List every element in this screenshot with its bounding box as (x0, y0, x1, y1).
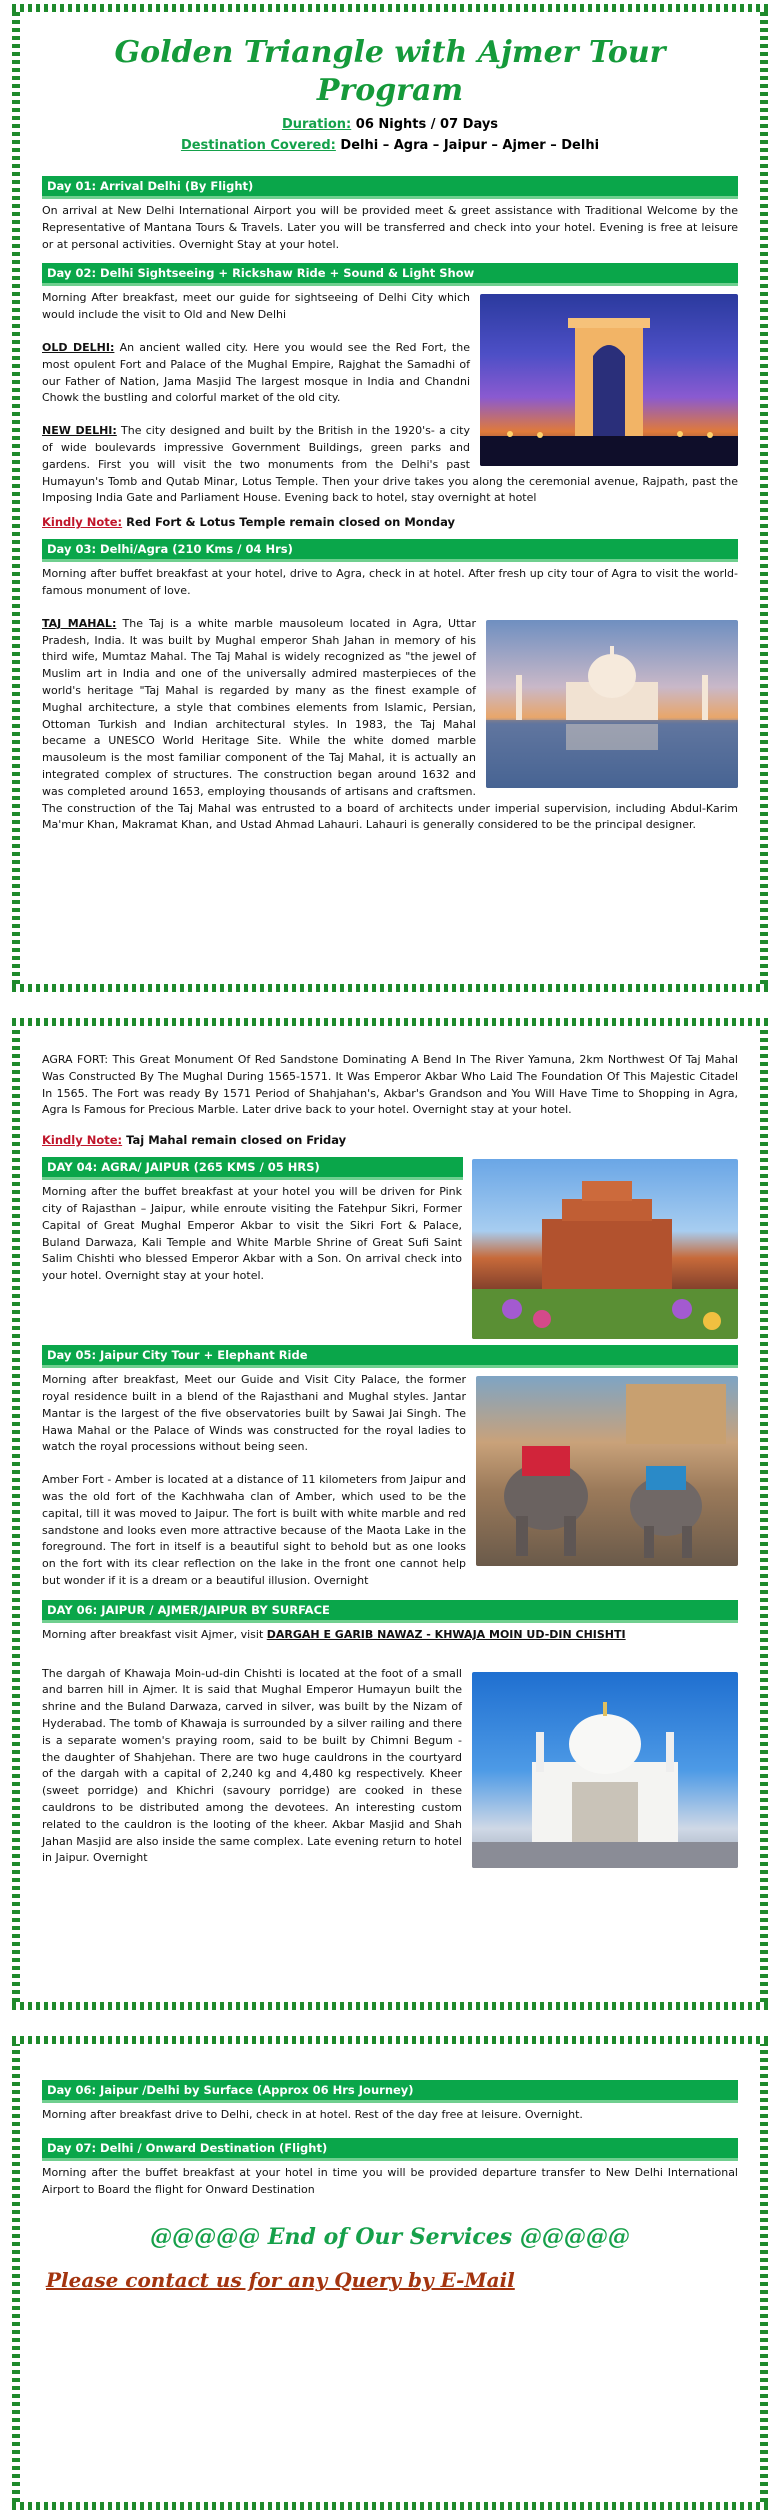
duration-line (42, 114, 738, 135)
taj-mahal-label: TAJ MAHAL: (42, 616, 117, 630)
duration-label: Duration: (281, 117, 352, 132)
fatehpur-sikri-photo (472, 1159, 738, 1339)
day-03-intro: Morning after buffet breakfast at your hotel, drive to Agra, check in at hotel. After fresh up city tour of Agra to visit the world-famous monument of love. (42, 567, 738, 597)
page-3-content (42, 2070, 738, 2292)
page-2 (12, 1018, 768, 2010)
day-05-text-2: Amber Fort - Amber is located at a distance of 11 kilometers from Jaipur and was the old fort of the Kachhwaha clan of Amber, which used to be the capital, till it was moved to Jaipur. The fort is built with white marble and red sandstone and looks even more attractive because of the Maota Lake in the foreground. The fort in itself is a beautiful sight to behold but as one looks on the fort with its clear reflection on the lake in the front one cannot help but wonder if it is a dream or a beautiful illusion. Overnight (42, 1473, 466, 1587)
day-07-text: Morning after the buffet breakfast at your hotel in time you will be provided departure transfer to New Delhi International Airport to Board the flight for Onward Destination (42, 2165, 738, 2196)
day-03-note-label: Kindly Note: (42, 1133, 123, 1148)
page-2-content (42, 1052, 738, 1875)
day-07-heading: Day 07: Delhi / Onward Destination (Flight) (42, 2138, 738, 2161)
fatehpur-sikri-drawing (472, 1159, 738, 1339)
day-03-note (42, 1133, 738, 1147)
taj-mahal-drawing (486, 620, 738, 788)
day-02-note-label: Kindly Note: (42, 515, 123, 530)
day-03-note-text: Taj Mahal remain closed on Friday (122, 1133, 347, 1148)
day-02-heading: Day 02: Delhi Sightseeing + Rickshaw Ride + Sound & Light Show (42, 263, 738, 286)
ajmer-dargah-photo (472, 1672, 738, 1868)
contact-email-text: Please contact us for any Query by E-Mail (46, 2268, 515, 2293)
day-03-heading: Day 03: Delhi/Agra (210 Kms / 04 Hrs) (42, 539, 738, 562)
destination-label: Destination Covered: (180, 138, 336, 153)
destination-line (42, 135, 738, 156)
agra-fort-paragraph: AGRA FORT: This Great Monument Of Red Sandstone Dominating A Bend In The River Yamuna, 2km Northwest Of Taj Mahal Was Constructed By The Mughal During 1565-1571. It Was Emperor Akbar Who Laid The Foundation Of This Majestic Citadel In 1565. The Fort was ready By 1571 Period of Shahjahan's, Akbar's Grandson and You Will Have Time to Shopping in Agra, Agra Is Famous for Precious Marble. Later drive back to your hotel. Overnight stay at your hotel. (42, 1053, 738, 1117)
day-06-heading: DAY 06: JAIPUR / AJMER/JAIPUR BY SURFACE (42, 1600, 738, 1623)
day-02-intro: Morning After breakfast, meet our guide for sightseeing of Delhi City which would include the visit to Old and New Delhi (42, 291, 470, 322)
new-delhi-label: NEW DELHI: (42, 424, 117, 438)
elephant-drawing (476, 1376, 738, 1566)
day-02-note (42, 515, 738, 529)
duration-value: 06 Nights / 07 Days (351, 117, 499, 132)
old-delhi-label: OLD DELHI: (42, 340, 115, 354)
page-1-content (42, 34, 738, 842)
day-04-heading: DAY 04: AGRA/ JAIPUR (265 KMS / 05 HRS) (42, 1157, 463, 1180)
india-gate-drawing (480, 294, 738, 466)
day-01-text: On arrival at New Delhi International Airport you will be provided meet & greet assistance with Traditional Welcome by the Representative of Mantana Tours & Travels. Later you will be transferred and check into your hotel. Evening is free at leisure or at personal activities. Overnight Stay at your hotel. (42, 204, 738, 251)
day-02-note-text: Red Fort & Lotus Temple remain closed on Monday (122, 515, 456, 530)
page-3 (12, 2036, 768, 2510)
day-01-heading: Day 01: Arrival Delhi (By Flight) (42, 176, 738, 199)
day-04-text: Morning after the buffet breakfast at your hotel you will be driven for Pink city of Rajasthan – Jaipur, while enroute visiting the Fatehpur Sikri, Former Capital of Great Mughal Emperor Akbar to visit the Sikri Fort & Palace, Buland Darwaza, Kali Temple and White Marble Shrine of Great Sufi Saint Salim Chishti who blessed Emperor Akbar with a Son. On arrival check into your hotel. Overnight stay at your hotel. (42, 1185, 462, 1283)
day-06b-text: Morning after breakfast drive to Delhi, check in at hotel. Rest of the day free at leisure. Overnight. (42, 2108, 583, 2121)
tour-title: Golden Triangle with Ajmer Tour Program (114, 35, 666, 108)
amber-elephant-ride-photo (476, 1376, 738, 1566)
end-of-services: @@@@@ End of Our Services @@@@@ (150, 2224, 630, 2251)
destination-value: Delhi – Agra – Jaipur – Ajmer – Delhi (335, 138, 600, 153)
dargah-link: DARGAH E GARIB NAWAZ - KHWAJA MOIN UD-DIN CHISHTI (266, 1627, 626, 1641)
taj-mahal-text: The Taj is a white marble mausoleum located in Agra, Uttar Pradesh, India. It was built by Mughal emperor Shah Jahan in memory of his third wife, Mumtaz Mahal. The Taj Mahal is widely recognized as "the jewel of Muslim art in India and one of the universally admired masterpieces of the world's heritage "Taj Mahal is regarded by many as the finest example of Mughal architecture, a style that combines elements from Islamic, Persian, Ottoman Turkish and Indian architectural styles. In 1983, the Taj Mahal became a UNESCO World Heritage Site. While the white domed marble mausoleum is the most familiar component of the Taj Mahal, it is actually an integrated complex of structures. The construction began around 1632 and was completed around 1653, employing thousands of artisans and craftsmen. The construction of the Taj Mahal was entrusted to a board of architects under imperial supervision, including Abdul-Karim Ma'mur Khan, Makramat Khan, and Ustad Ahmad Lahauri. Lahauri is generally considered to be the principal designer. (42, 616, 738, 832)
day-06-text: The dargah of Khawaja Moin-ud-din Chishti is located at the foot of a small and barren hill in Ajmer. It is said that Mughal Emperor Humayun built the shrine and the Buland Darwaza, carved in silver, was built by the Nizam of Hyderabad. The tomb of Khawaja is surrounded by a silver railing and there is a separate women's praying room, said to be built by Chimni Begum - the daughter of Shahjehan. There are two huge cauldrons in the courtyard of the dargah with a capital of 2,240 kg and 4,480 kg respectively. Kheer (sweet porridge) and Khichri (savoury porridge) are cooked in these cauldrons to be distributed among the devotees. An interesting custom related to the cauldron is the looting of the kheer. Akbar Masjid and Shah Jahan Masjid are also inside the same complex. Late evening return to hotel in Jaipur. Overnight (42, 1666, 462, 1865)
day-05-heading: Day 05: Jaipur City Tour + Elephant Ride (42, 1345, 738, 1368)
new-delhi-text: The city designed and built by the British in the 1920's- a city of wide boulevards impressive Government Buildings, green parks and gardens. First you will visit the two monuments from the Delhi's past Humayun's Tomb and Qutab Minar, Lotus Temple. Then your drive takes you along the ceremonial avenue, Rajpath, past the Imposing India Gate and Parliament House. Evening back to hotel, stay overnight at hotel (42, 424, 738, 505)
old-delhi-text: An ancient walled city. Here you would see the Red Fort, the most opulent Fort and Palace of the Mughal Empire, Rajghat the Samadhi of our Father of Nation, Jama Masjid The largest mosque in India and Chandni Chowk the bustling and colorful market of the old city. (42, 340, 470, 405)
dargah-drawing (472, 1672, 738, 1868)
day-06-intro (42, 1627, 738, 1644)
taj-mahal-photo (486, 620, 738, 788)
day-05-text-1: Morning after breakfast, Meet our Guide and Visit City Palace, the former royal residence built in a blend of the Rajasthani and Mughal styles. Jantar Mantar is the largest of the five observatories built by Sawai Jai Singh. The Hawa Mahal or the Palace of Winds was constructed for the royal ladies to watch the royal processions without being seen. (42, 1373, 466, 1454)
day-06b-heading: Day 06: Jaipur /Delhi by Surface (Approx 06 Hrs Journey) (42, 2080, 738, 2103)
india-gate-photo (480, 294, 738, 466)
day-06-intro-text: Morning after breakfast visit Ajmer, visit (42, 1627, 267, 1641)
page-1 (12, 4, 768, 992)
